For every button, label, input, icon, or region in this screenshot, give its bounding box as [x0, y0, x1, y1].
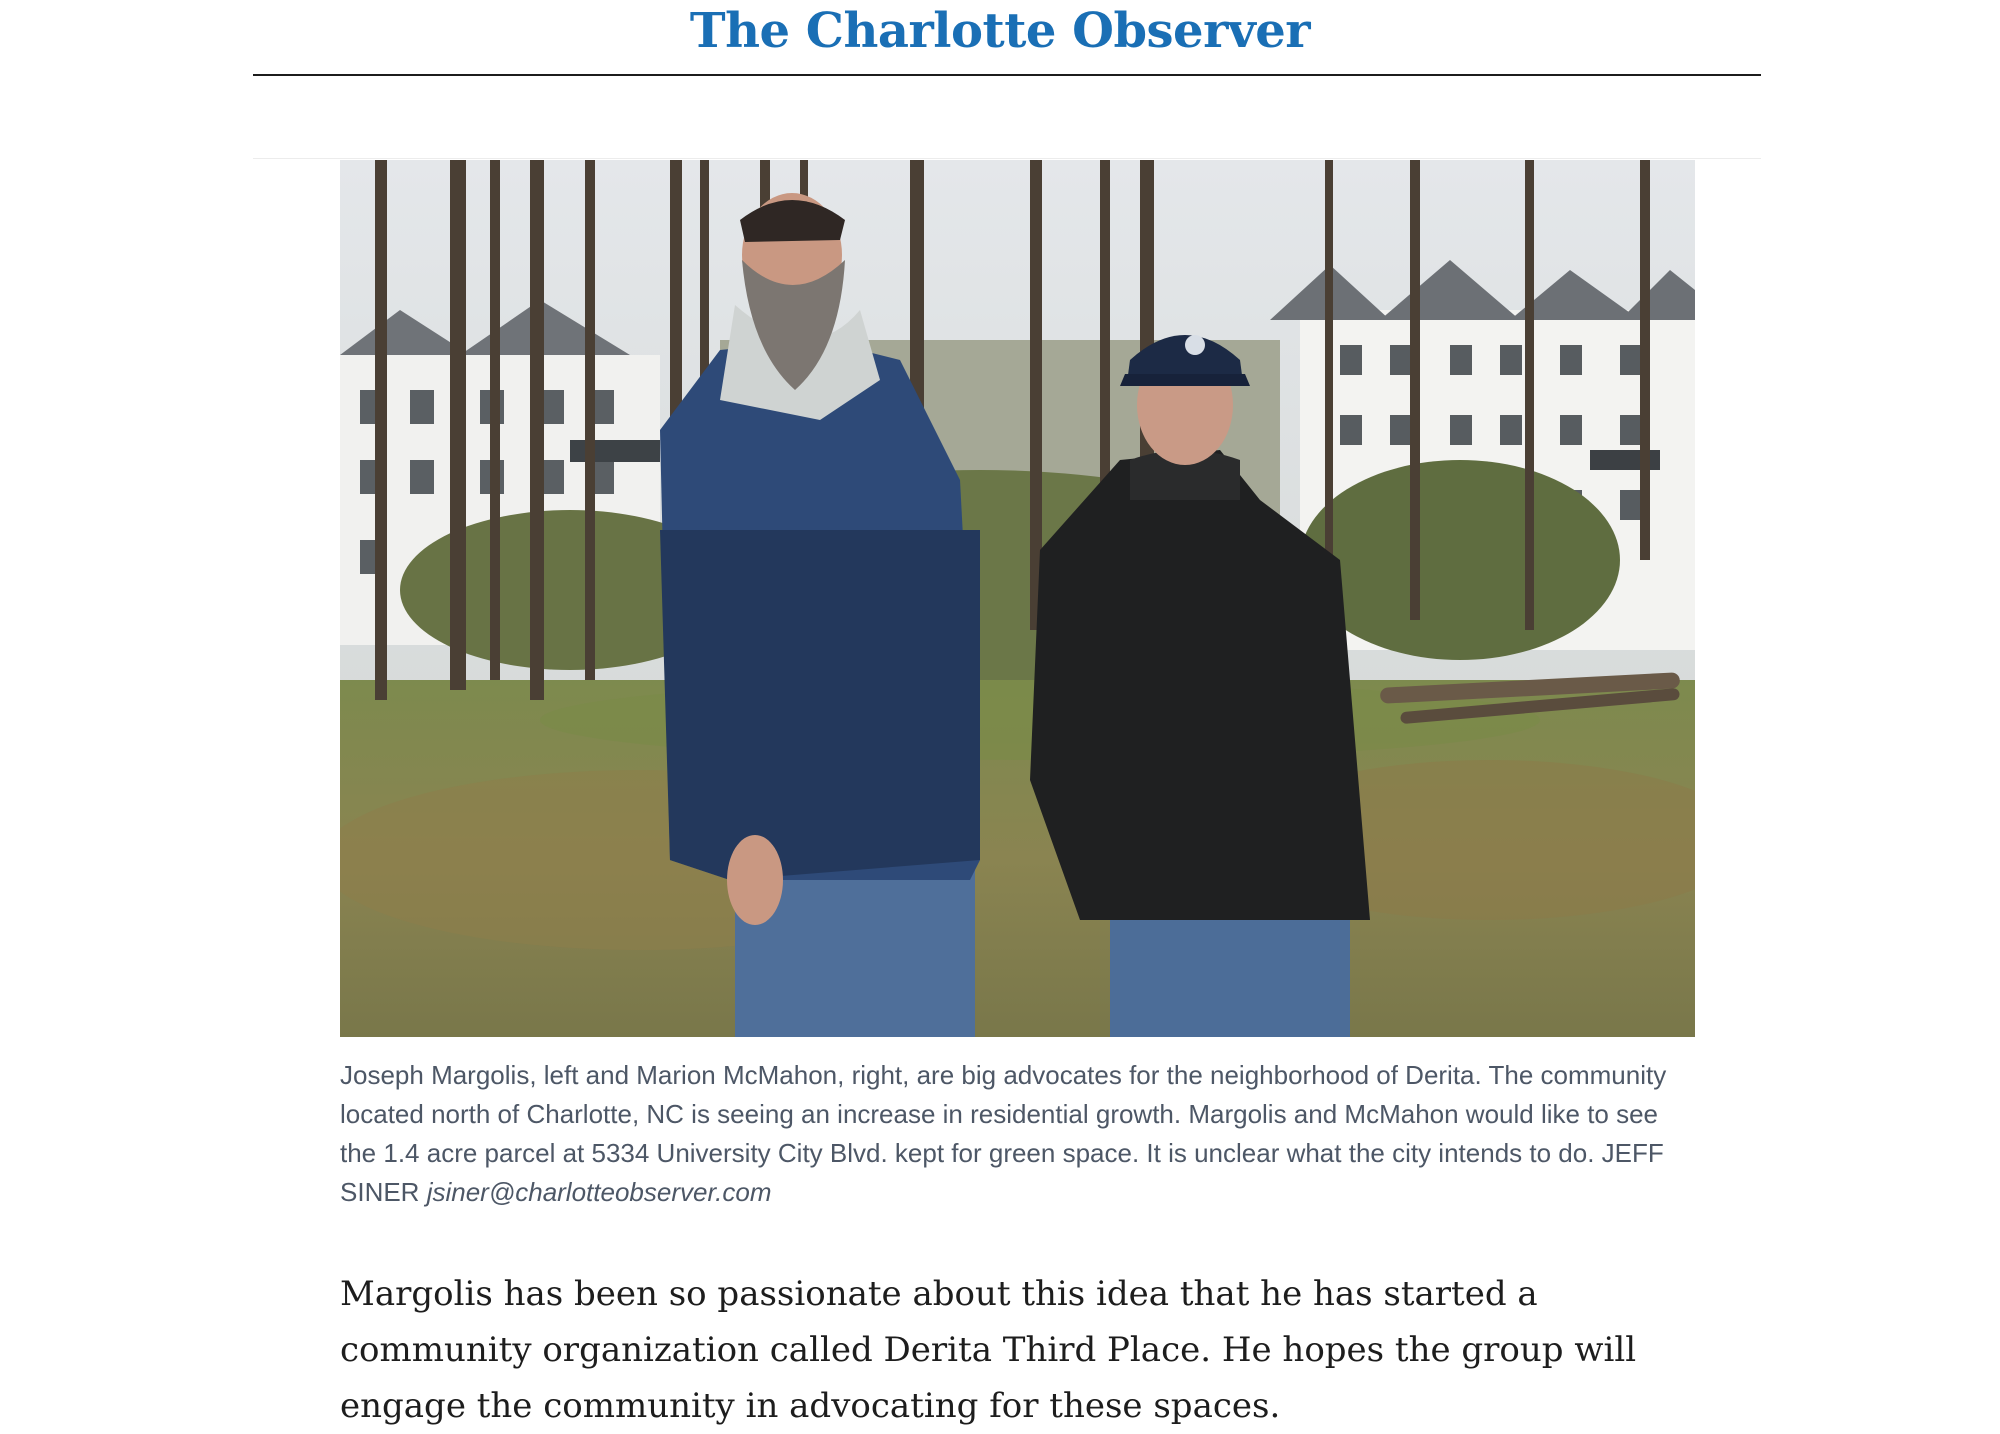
- article-paragraph: Margolis has been so passionate about this idea that he has started a community organization called Derita Third Place. He hopes the group will engage the community in advocating for these spaces.: [340, 1274, 1637, 1426]
- article-photo: [340, 160, 1695, 1037]
- caption-text: Joseph Margolis, left and Marion McMahon, right, are big advocates for the neighborhood of Derita. The community located north of Charlotte, NC is seeing an increase in residential growth. Margolis and McMahon would like to see the 1.4 acre parcel at 5334 University City Blvd. kept for green space. It is unclear what the city intends to do. JEFF SINER: [340, 1060, 1667, 1207]
- header-divider: [253, 74, 1761, 76]
- site-header: [0, 0, 2000, 74]
- site-logo[interactable]: The Charlotte Observer: [689, 3, 1311, 59]
- photo-caption: [340, 1056, 1695, 1212]
- photographer-email-link[interactable]: jsiner@charlotteobserver.com: [426, 1177, 772, 1207]
- nav-divider: [253, 158, 1761, 159]
